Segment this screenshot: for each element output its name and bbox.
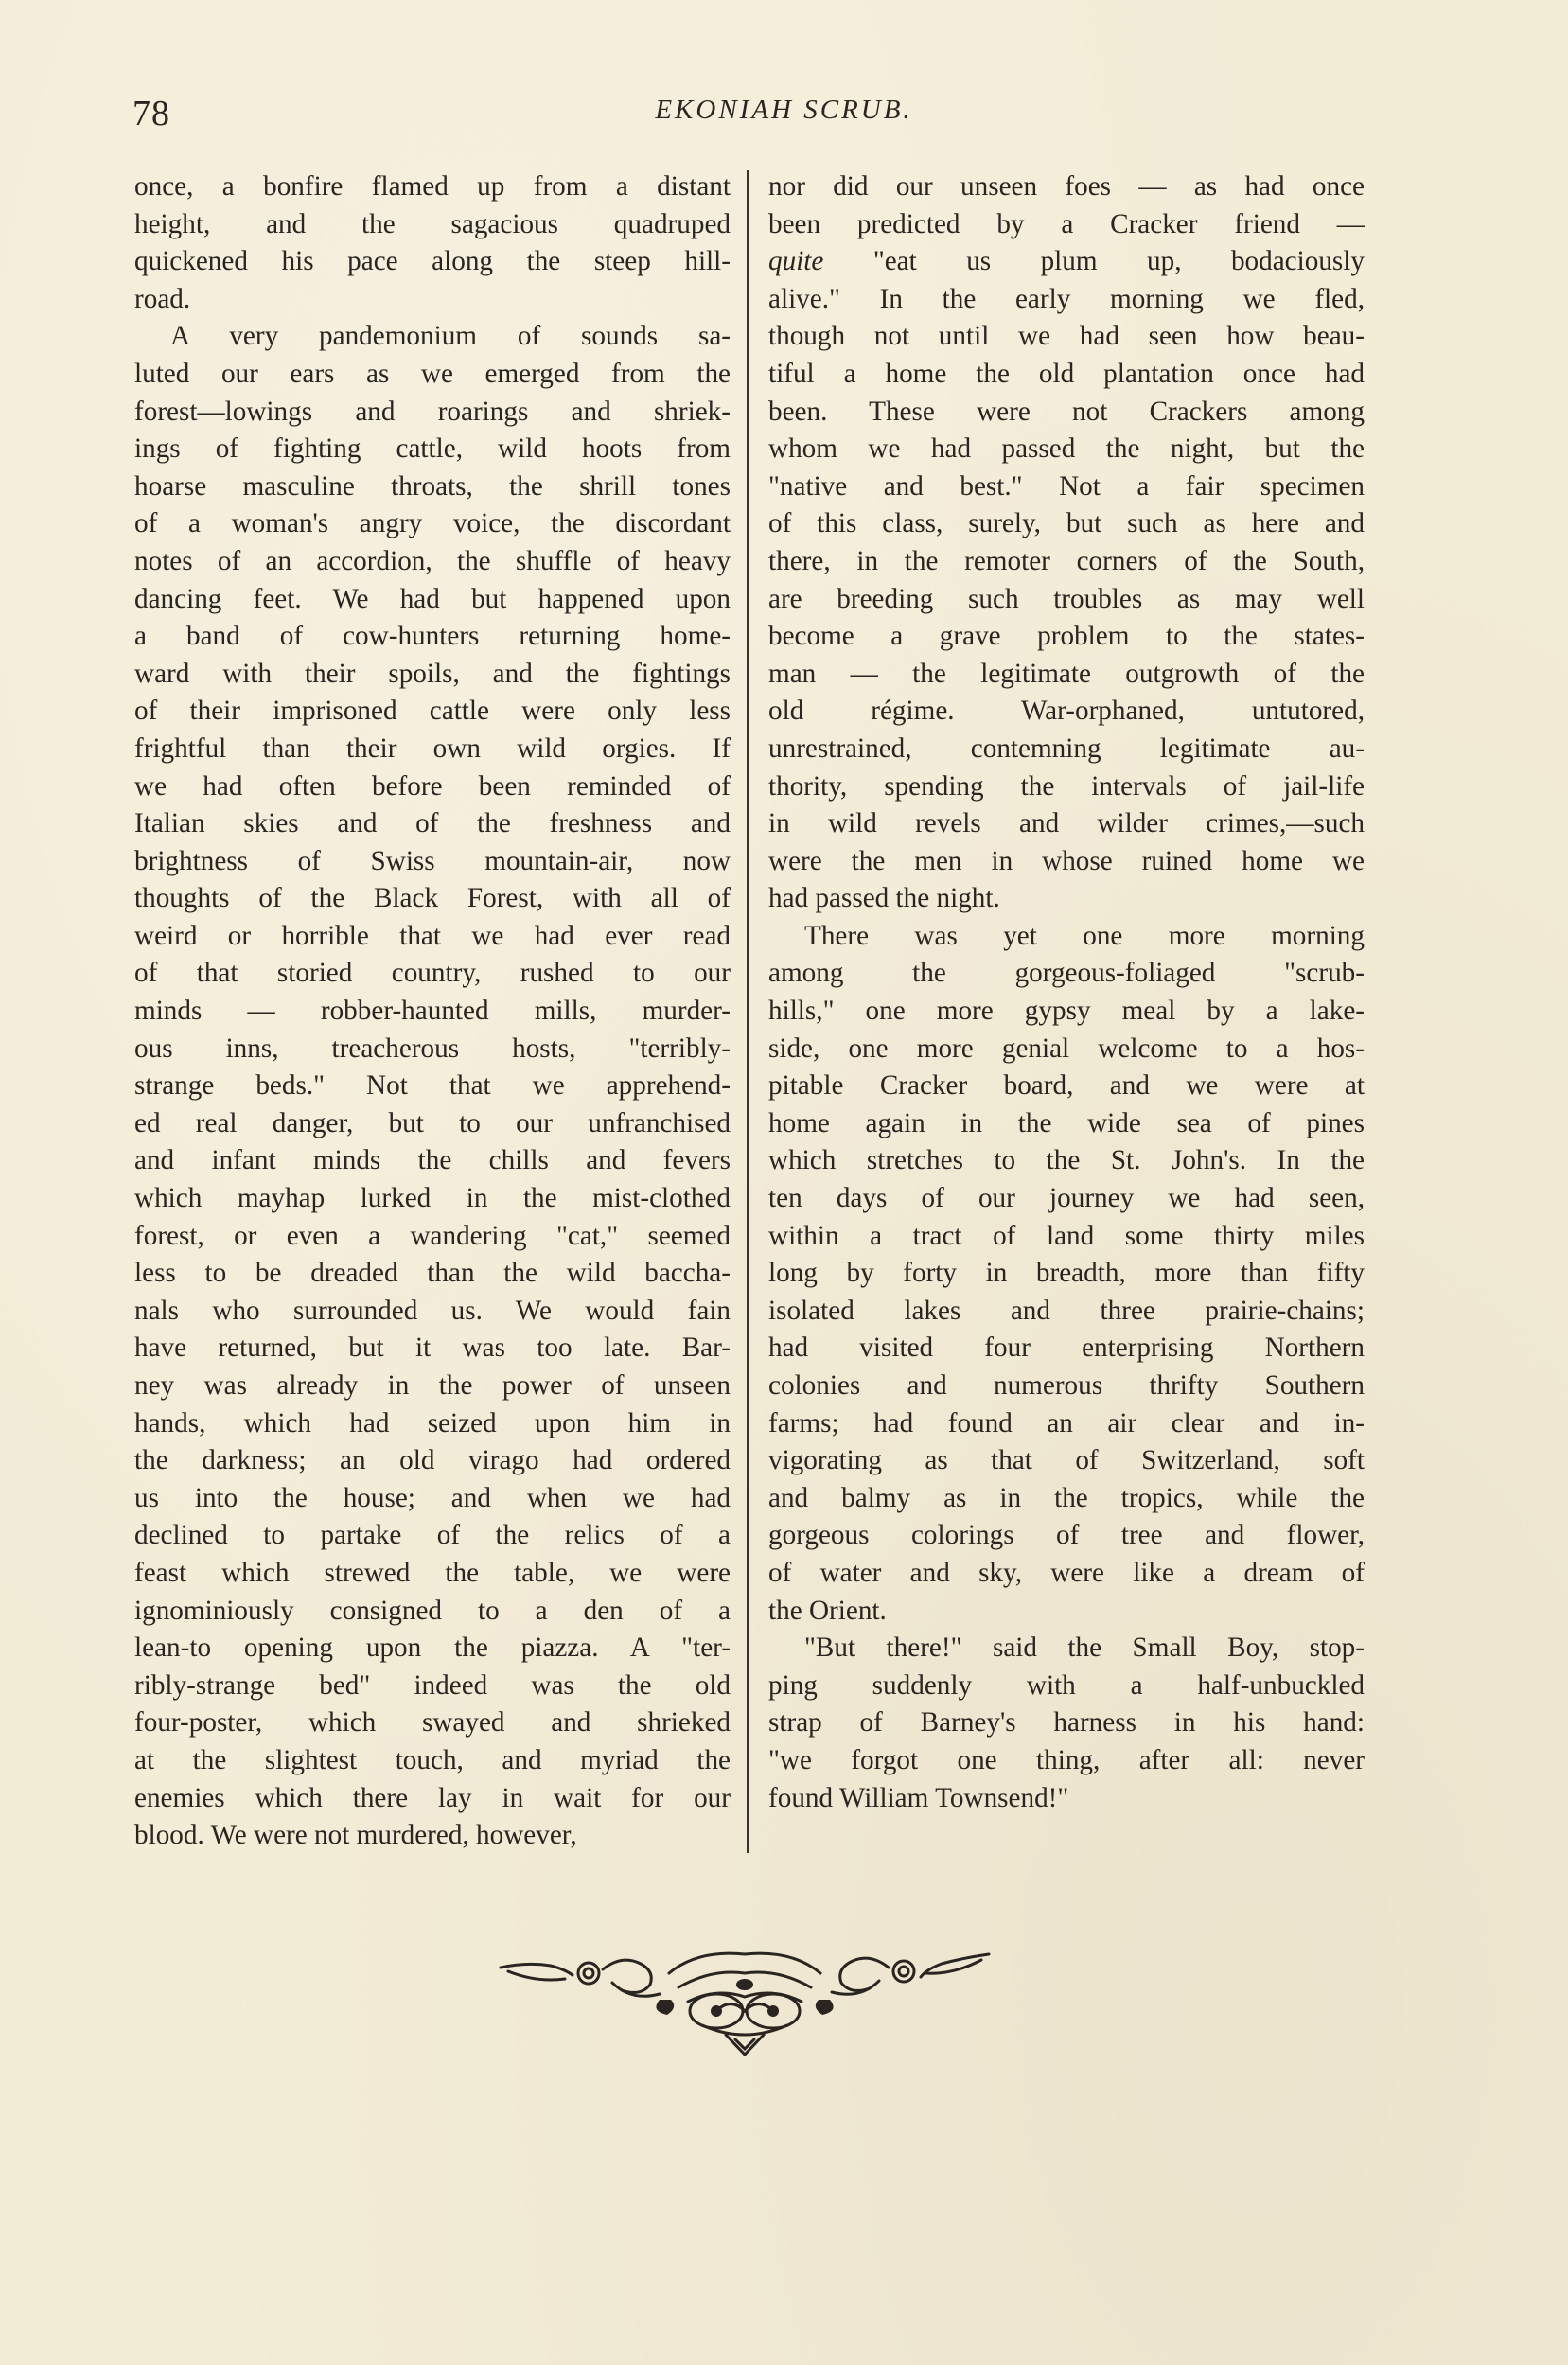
text-line: whom we had passed the night, but the [768,433,1365,465]
column-divider [747,170,749,1853]
text-line: farms; had found an air clear and in- [768,1407,1365,1438]
text-line: had visited four enterprising Northern [768,1333,1365,1364]
text-line: declined to partake of the relics of a [134,1520,731,1551]
text-line: A very pandemonium of sounds sa- [170,321,731,352]
text-line: found William Townsend!" [768,1782,1069,1813]
text-line: ten days of our journey we had seen, [768,1183,1365,1214]
text-line: four-poster, which swayed and shrieked [134,1707,731,1738]
text-line: strange beds." Not that we apprehend- [134,1070,731,1102]
text-line: unrestrained, contemning legitimate au- [768,732,1365,764]
text-line: and balmy as in the tropics, while the [768,1482,1365,1513]
text-line: forest, or even a wandering "cat," seemed [134,1220,731,1251]
right-text-column [768,168,1365,1817]
page-header [0,93,1568,140]
text-line: "But there!" said the Small Boy, stop- [804,1633,1365,1664]
text-line: brightness of Swiss mountain-air, now [134,845,731,876]
text-line: gorgeous colorings of tree and flower, [768,1520,1365,1551]
text-line: of this class, surely, but such as here and [768,508,1365,539]
text-line: lean-to opening upon the piazza. A "ter- [134,1633,731,1664]
text-line: and infant minds the chills and fevers [134,1145,731,1176]
text-line: isolated lakes and three prairie-chains; [768,1295,1365,1326]
text-line: of their imprisoned cattle were only less [134,696,731,727]
text-line: have returned, but it was too late. Bar- [134,1333,731,1364]
text-line: vigorating as that of Switzerland, soft [768,1445,1365,1476]
page-number: 78 [132,94,170,133]
text-line: ward with their spoils, and the fightings [134,658,731,689]
text-line: pitable Cracker board, and we were at [768,1070,1365,1102]
text-line: "native and best." Not a fair specimen [768,470,1365,502]
text-line: long by forty in breadth, more than fifty [768,1258,1365,1289]
text-line: the darkness; an old virago had ordered [134,1445,731,1476]
text-line: forest—lowings and roarings and shriek- [134,396,731,427]
text-line: alive." In the early morning we fled, [768,283,1365,314]
text-line: colonies and numerous thrifty Southern [768,1370,1365,1401]
text-line: man — the legitimate outgrowth of the [768,658,1365,689]
text-line: road. [134,283,191,314]
text-line: frightful than their own wild orgies. If [134,732,731,764]
text-line: Italian skies and of the freshness and [134,808,731,839]
text-line: were the men in whose ruined home we [768,845,1365,876]
text-line: height, and the sagacious quadruped [134,208,731,239]
text-line: notes of an accordion, the shuffle of heavy [134,545,731,576]
text-line: once, a bonfire flamed up from a distant [134,171,731,202]
text-line: quickened his pace along the steep hill- [134,246,731,277]
text-line: a band of cow-hunters returning home- [134,621,731,652]
text-line: old régime. War-orphaned, untutored, [768,696,1365,727]
text-line: which mayhap lurked in the mist-clothed [134,1183,731,1214]
text-line: within a tract of land some thirty miles [768,1220,1365,1251]
running-title: EKONIAH SCRUB. [655,95,913,125]
text-line: ous inns, treacherous hosts, "terribly- [134,1032,731,1064]
text-line: "we forgot one thing, after all: never [768,1744,1365,1775]
text-line: there, in the remoter corners of the South, [768,545,1365,576]
text-line: dancing feet. We had but happened upon [134,583,731,614]
text-line: ings of fighting cattle, wild hoots from [134,433,731,465]
text-line: at the slightest touch, and myriad the [134,1744,731,1775]
text-line: ribly-strange bed" indeed was the old [134,1669,731,1701]
text-line: hoarse masculine throats, the shrill tones [134,470,731,502]
text-line: of a woman's angry voice, the discordant [134,508,731,539]
text-line: weird or horrible that we had ever read [134,920,731,951]
left-text-column [134,168,731,1855]
text-line: thority, spending the intervals of jail-life [768,770,1365,802]
text-line: ney was already in the power of unseen [134,1370,731,1401]
text-line: hills," one more gypsy meal by a lake- [768,996,1365,1027]
text-line: nor did our unseen foes — as had once [768,171,1365,202]
text-line: tiful a home the old plantation once had [768,358,1365,389]
text-line: are breeding such troubles as may well [768,583,1365,614]
text-line: home again in the wide sea of pines [768,1107,1365,1138]
text-line: ed real danger, but to our unfranchised [134,1107,731,1138]
text-line: thoughts of the Black Forest, with all of [134,883,731,914]
text-line: which stretches to the St. John's. In the [768,1145,1365,1176]
text-line: less to be dreaded than the wild baccha- [134,1258,731,1289]
text-line: the Orient. [768,1595,887,1626]
text-line: luted our ears as we emerged from the [134,358,731,389]
text-line: been predicted by a Cracker friend — [768,208,1365,239]
text-line: among the gorgeous-foliaged "scrub- [768,958,1365,989]
text-line: minds — robber-haunted mills, murder- [134,996,731,1027]
text-line: of water and sky, were like a dream of [768,1557,1365,1588]
text-line: ping suddenly with a half-unbuckled [768,1669,1365,1701]
text-line: of that storied country, rushed to our [134,958,731,989]
text-line: feast which strewed the table, we were [134,1557,731,1588]
text-line: ignominiously consigned to a den of a [134,1595,731,1626]
text-line: though not until we had seen how beau- [768,321,1365,352]
text-line: enemies which there lay in wait for our [134,1782,731,1813]
text-line: in wild revels and wilder crimes,—such [768,808,1365,839]
text-line: been. These were not Crackers among [768,396,1365,427]
text-line: had passed the night. [768,883,1000,914]
text-line: us into the house; and when we had [134,1482,731,1513]
decorative-tailpiece-ornament [499,1945,991,2058]
text-line: become a grave problem to the states- [768,621,1365,652]
text-line: nals who surrounded us. We would fain [134,1295,731,1326]
text-line: side, one more genial welcome to a hos- [768,1032,1365,1064]
text-line: hands, which had seized upon him in [134,1407,731,1438]
text-line: quite "eat us plum up, bodaciously [768,246,1365,277]
text-line: we had often before been reminded of [134,770,731,802]
text-line: There was yet one more morning [804,920,1365,951]
text-line: strap of Barney's harness in his hand: [768,1707,1365,1738]
text-line: blood. We were not murdered, however, [134,1820,577,1851]
